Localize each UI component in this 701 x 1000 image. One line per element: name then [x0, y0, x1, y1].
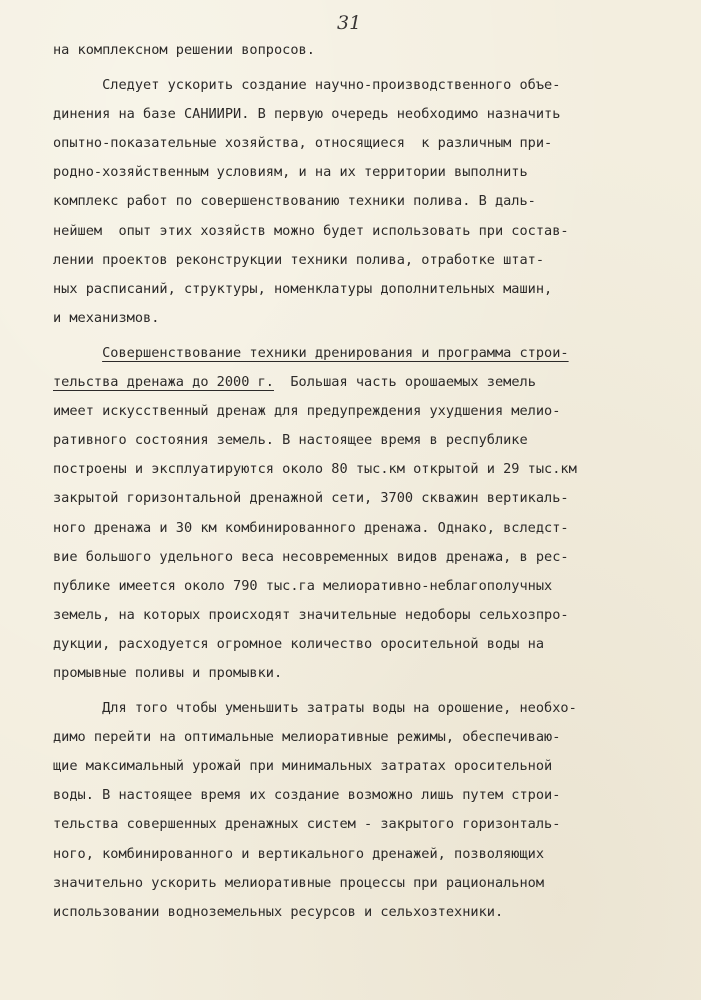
text-line: публике имеется около 790 тыс.га мелиоративно-неблагополучных [53, 577, 553, 594]
text-line: закрытой горизонтальной дренажной сети, 3700 скважин вертикаль- [53, 490, 569, 507]
underlined-heading: тельства дренажа до 2000 г. [53, 374, 274, 391]
text-line: имеет искусственный дренаж для предупреждения ухудшения мелио- [53, 403, 561, 420]
text-line: земель, на которых происходят значительные недоборы сельхозпро- [53, 606, 569, 623]
text-line: ного, комбинированного и вертикального дренажей, позволяющих [53, 845, 545, 862]
text-line: дукции, расходуется огромное количество оросительной воды на [53, 635, 545, 652]
page-number: 31 [337, 12, 362, 34]
text-line: построены и эксплуатируются около 80 тыс.км открытой и 29 тыс.км [53, 461, 577, 478]
text-line: тельства дренажа до 2000 г. Большая часть орошаемых земель [53, 374, 536, 391]
underlined-heading: Совершенствование техники дренирования и программа строи- [102, 344, 569, 361]
text-line: динения на базе САНИИРИ. В первую очередь необходимо назначить [53, 106, 561, 123]
text-line: ного дренажа и 30 км комбинированного дренажа. Однако, вследст- [53, 519, 569, 536]
text-line: тельства совершенных дренажных систем - закрытого горизонталь- [53, 816, 561, 833]
text-line: использовании водноземельных ресурсов и сельхозтехники. [53, 903, 504, 920]
text-line: ративного состояния земель. В настоящее время в республике [53, 432, 528, 449]
text-line: димо перейти на оптимальные мелиоративные режимы, обеспечиваю- [53, 729, 561, 746]
text-line: ных расписаний, структуры, номенклатуры дополнительных машин, [53, 280, 553, 297]
text-line: родно-хозяйственным условиям, и на их территории выполнить [53, 164, 528, 181]
text-line: лении проектов реконструкции техники полива, отработке штат- [53, 251, 545, 268]
text-line: Для того чтобы уменьшить затраты воды на орошение, необхо- [53, 700, 577, 717]
text-line: Следует ускорить создание научно-производственного объе- [53, 77, 561, 94]
document-body [53, 36, 678, 927]
text-line [53, 339, 678, 368]
text-line: воды. В настоящее время их создание возможно лишь путем строи- [53, 787, 561, 804]
text-line: значительно ускорить мелиоративные процессы при рациональном [53, 874, 545, 891]
text-line: промывные поливы и промывки. [53, 664, 283, 681]
text-line: комплекс работ по совершенствованию техники полива. В даль- [53, 193, 536, 210]
text-line: вие большого удельного веса несовременных видов дренажа, в рес- [53, 548, 569, 565]
text-line: и механизмов. [53, 309, 160, 326]
text-line: щие максимальный урожай при минимальных затратах оросительной [53, 758, 553, 775]
text-line: на комплексном решении вопросов. [53, 42, 315, 58]
text-line: нейшем опыт этих хозяйств можно будет использовать при состав- [53, 222, 569, 239]
text-line: опытно-показательные хозяйства, относящиеся к различным при- [53, 135, 553, 152]
